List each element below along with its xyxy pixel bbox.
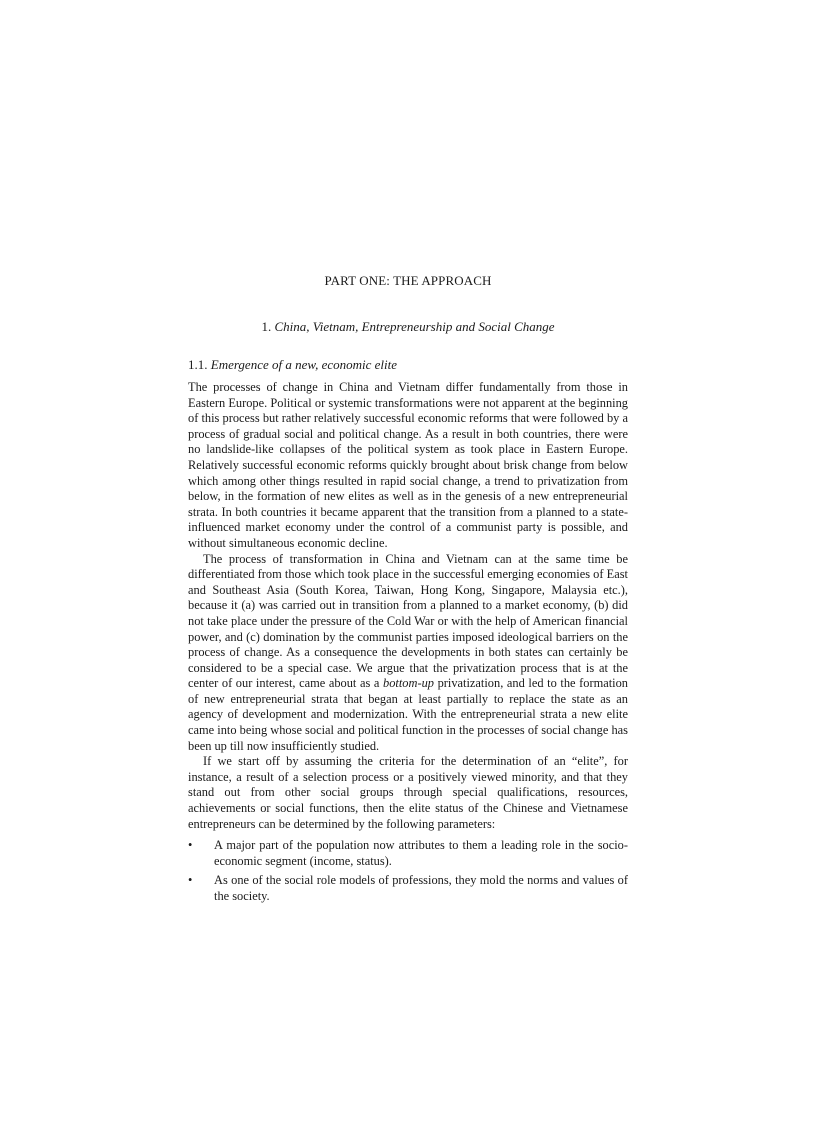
chapter-number: 1. bbox=[261, 319, 272, 334]
bullet-icon: • bbox=[188, 873, 193, 888]
bullet-icon: • bbox=[188, 838, 193, 853]
paragraph-2-text-b: privatization, and led to the formation of new entrepreneurial strata that began at least partially to replace the state as an agency of development and modernization. With the entrepreneurial strata a new elite came into being whose social and political function in the processes of social change has been up till now insufficiently studied. bbox=[188, 676, 629, 753]
list-item-text: As one of the social role models of professions, they mold the norms and values of the society. bbox=[214, 873, 628, 903]
section-title-text: Emergence of a new, economic elite bbox=[210, 357, 398, 372]
chapter-title-text: China, Vietnam, Entrepreneurship and Social Change bbox=[274, 319, 555, 334]
list-item-text: A major part of the population now attributes to them a leading role in the socio-economic segment (income, status). bbox=[214, 838, 628, 868]
paragraph-2 bbox=[188, 552, 628, 755]
list-item bbox=[188, 838, 628, 869]
body-text bbox=[188, 380, 628, 909]
list-item bbox=[188, 873, 628, 904]
paragraph-2-emphasis: bottom-up bbox=[383, 676, 434, 691]
paragraph-2-text-a: The process of transformation in China and Vietnam can at the same time be differentiated from those which took place in the successful emerging economies of East and Southeast Asia (South Korea, Taiwan, Hong Kong, Singapore, Malaysia etc.), because it (a) was carried out in transition from a planned to a market economy, (b) did not take place under the pressure of the Cold War or with the help of American financial power, and (c) domination by the communist parties imposed ideological barriers on the process of change. As a consequence the developments in both states can certainly be considered to be a special case. We argue that the privatization process that is at the center of our interest, came about as a bbox=[188, 551, 628, 691]
section-title bbox=[188, 357, 628, 373]
chapter-title bbox=[188, 319, 628, 335]
paragraph-1: The processes of change in China and Vietnam differ fundamentally from those in Eastern Europe. Political or systemic transformations were not apparent at the beginning of this process but rather relatively successful economic reforms that were followed by a process of gradual social and political change. As a result in both countries, there were no landslide-like collapses of the political system as took place in Eastern Europe. Relatively successful economic reforms quickly brought about brisk change from below which among other things resulted in rapid social change, a trend to privatization from below, in the formation of new elites as well as in the genesis of a new entrepreneurial strata. In both countries it became apparent that the transition from a planned to a state-influenced market economy under the control of a communist party is possible, and without simultaneous economic decline. bbox=[188, 380, 628, 550]
part-title: PART ONE: THE APPROACH bbox=[324, 273, 492, 288]
section-number: 1.1. bbox=[188, 357, 208, 372]
bullet-list bbox=[188, 838, 628, 904]
paragraph-3: If we start off by assuming the criteria for the determination of an “elite”, for instance, a result of a selection process or a positively viewed minority, and that they stand out from other social groups through special qualifications, resources, achievements or social functions, then the elite status of the Chinese and Vietnamese entrepreneurs can be determined by the following parameters: bbox=[188, 754, 628, 831]
